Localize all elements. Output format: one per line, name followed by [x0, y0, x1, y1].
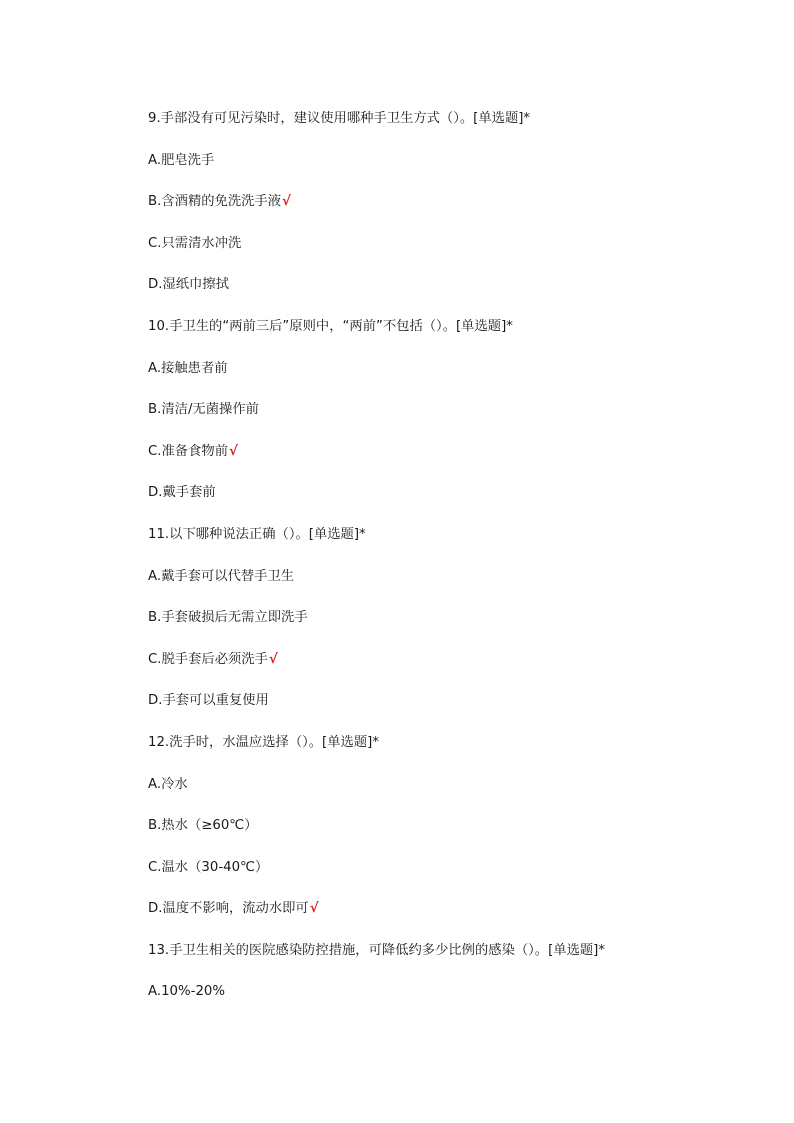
option-text: B.手套破损后无需立即洗手	[148, 610, 308, 626]
option-item	[148, 151, 748, 193]
option-text: B.清洁/无菌操作前	[148, 402, 259, 418]
option-text: C.温水（30-40℃）	[148, 859, 269, 875]
option-item	[148, 608, 748, 650]
option-item	[148, 275, 748, 317]
option-text: C.脱手套后必须洗手	[148, 651, 268, 667]
option-text: A.10%-20%	[148, 984, 225, 1000]
option-item	[148, 982, 748, 1024]
option-text: A.接触患者前	[148, 360, 228, 376]
option-text: C.准备食物前	[148, 443, 228, 459]
correct-check-icon: √	[282, 194, 291, 210]
option-item	[148, 899, 748, 941]
question-text: 9.手部没有可见污染时，建议使用哪种手卫生方式（）。[单选题]*	[148, 111, 531, 126]
option-item	[148, 442, 748, 484]
option-text: C.只需清水冲洗	[148, 235, 242, 251]
correct-check-icon: √	[229, 443, 238, 459]
option-text: A.戴手套可以代替手卫生	[148, 568, 295, 584]
option-text: B.热水（≥60℃）	[148, 818, 258, 834]
option-text: B.含酒精的免洗洗手液	[148, 194, 282, 210]
correct-check-icon: √	[268, 651, 278, 667]
option-item	[148, 483, 748, 525]
option-text: A.冷水	[148, 776, 188, 792]
option-item	[148, 192, 748, 234]
document-body	[148, 109, 748, 1024]
option-text: D.温度不影响，流动水即可	[148, 901, 309, 917]
option-text: D.湿纸巾擦拭	[148, 277, 229, 293]
question-text: 10.手卫生的“两前三后”原则中，“两前”不包括（）。[单选题]*	[148, 318, 513, 334]
correct-check-icon: √	[309, 901, 319, 917]
option-item	[148, 816, 748, 858]
option-item	[148, 359, 748, 401]
option-item	[148, 775, 748, 817]
option-item	[148, 567, 748, 609]
question-text: 12.洗手时，水温应选择（）。[单选题]*	[148, 734, 379, 750]
option-item	[148, 650, 748, 692]
question-text: 11.以下哪种说法正确（）。[单选题]*	[148, 526, 366, 542]
option-item	[148, 858, 748, 900]
option-item	[148, 691, 748, 733]
question-text: 13.手卫生相关的医院感染防控措施，可降低约多少比例的感染（）。[单选题]*	[148, 942, 606, 958]
option-text: A.肥皂洗手	[148, 152, 215, 168]
option-item	[148, 234, 748, 276]
option-text: D.手套可以重复使用	[148, 693, 269, 709]
option-item	[148, 400, 748, 442]
option-text: D.戴手套前	[148, 485, 216, 501]
